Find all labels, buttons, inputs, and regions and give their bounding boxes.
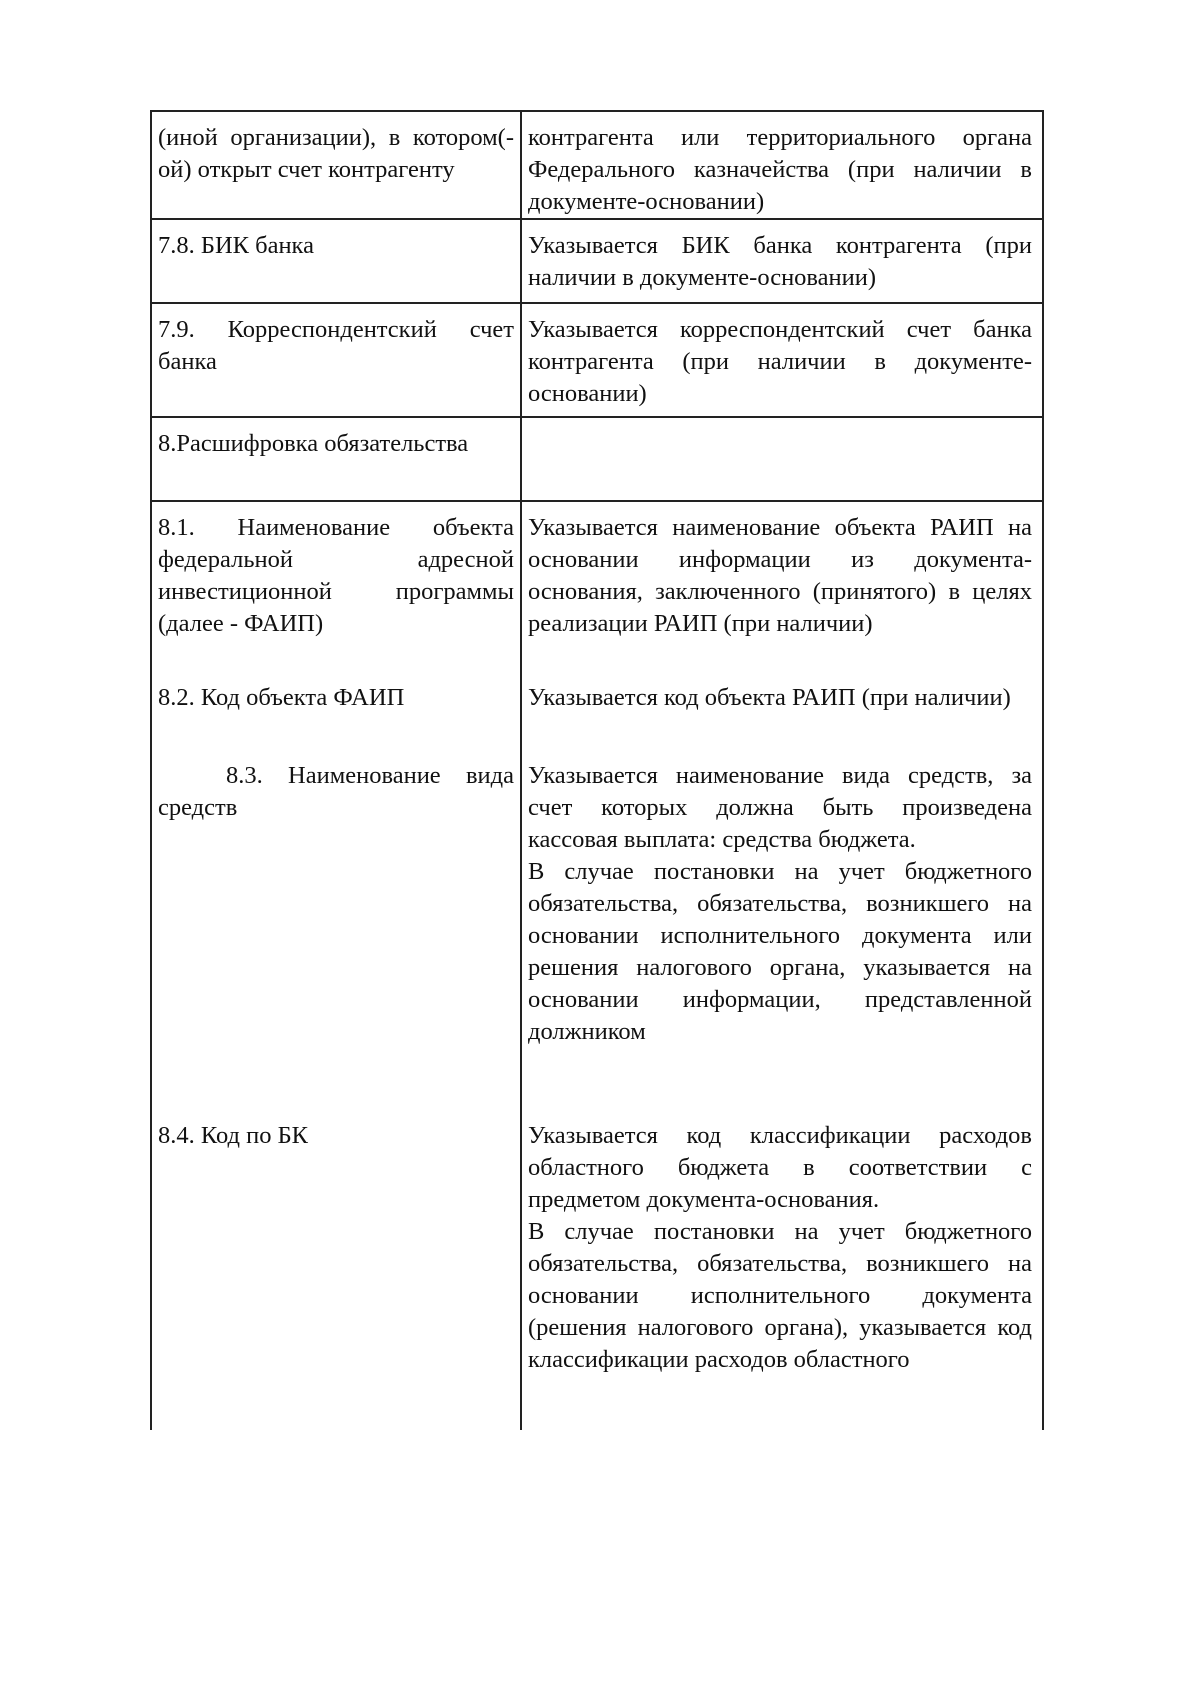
row-description bbox=[522, 1110, 1038, 1430]
table-row bbox=[152, 112, 1042, 220]
row-label: 8.2. Код объекта ФАИП bbox=[152, 672, 522, 750]
row-description bbox=[522, 502, 1038, 672]
row-description bbox=[522, 672, 1038, 750]
section-heading: 8.Расшифровка обязательства bbox=[152, 418, 522, 500]
row-description bbox=[522, 112, 1038, 218]
description-paragraph: В случае постановки на учет бюджетного обязательства, обязательства, возникшего на основании исполнительного документа (решения налогового органа), указывается код классификации расходов областного bbox=[528, 1218, 1032, 1373]
requisites-table bbox=[150, 110, 1044, 1430]
row-label: 7.8. БИК банка bbox=[152, 220, 522, 302]
row-description bbox=[522, 418, 1038, 500]
table-row bbox=[152, 502, 1042, 672]
description-paragraph: Указывается БИК банка контрагента (при наличии в документе-основании) bbox=[528, 232, 1032, 291]
row-description bbox=[522, 220, 1038, 302]
row-label: 8.3. Наименование вида средств bbox=[152, 750, 522, 1110]
row-description bbox=[522, 750, 1038, 1110]
description-paragraph: Указывается наименование объекта РАИП на основании информации из документа-основания, заключенного (принятого) в целях реализации РАИП (при наличии) bbox=[528, 514, 1032, 637]
table-row bbox=[152, 220, 1042, 304]
row-label: 8.4. Код по БК bbox=[152, 1110, 522, 1430]
table-row bbox=[152, 672, 1042, 750]
description-paragraph: контрагента или территориального органа Федерального казначейства (при наличии в документе-основании) bbox=[528, 124, 1032, 215]
description-paragraph: В случае постановки на учет бюджетного обязательства, обязательства, возникшего на основании исполнительного документа или решения налогового органа, указывается на основании информации, представленной должником bbox=[528, 858, 1032, 1045]
table-row bbox=[152, 418, 1042, 502]
row-label: (иной организации), в котором(-ой) открыт счет контрагенту bbox=[152, 112, 522, 218]
table-row bbox=[152, 1110, 1042, 1430]
description-paragraph: Указывается код объекта РАИП (при наличии) bbox=[528, 684, 1011, 711]
description-paragraph: Указывается код классификации расходов областного бюджета в соответствии с предметом документа-основания. bbox=[528, 1122, 1032, 1213]
row-label: 7.9. Корреспондентский счет банка bbox=[152, 304, 522, 416]
row-label: 8.1. Наименование объекта федеральной адресной инвестиционной программы (далее - ФАИП) bbox=[152, 502, 522, 672]
table-row bbox=[152, 304, 1042, 418]
row-description bbox=[522, 304, 1038, 416]
description-paragraph: Указывается корреспондентский счет банка контрагента (при наличии в документе-основании) bbox=[528, 316, 1032, 407]
description-paragraph: Указывается наименование вида средств, за счет которых должна быть произведена кассовая выплата: средства бюджета. bbox=[528, 762, 1032, 853]
table-row bbox=[152, 750, 1042, 1110]
